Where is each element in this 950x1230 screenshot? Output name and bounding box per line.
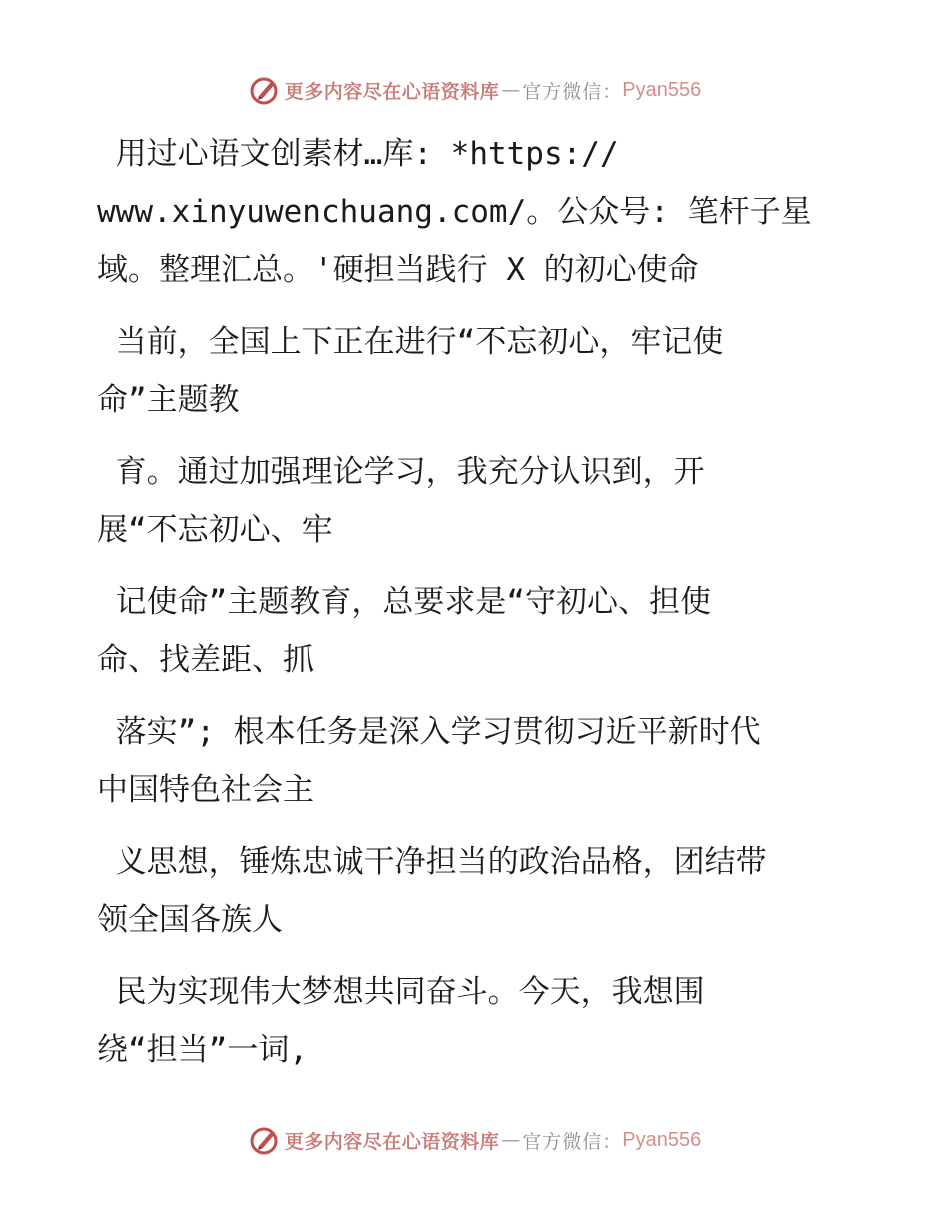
- body-line: 命、找差距、抓: [97, 642, 314, 678]
- body-line: 中国特色社会主: [97, 772, 314, 808]
- header-brand-text: 更多内容尽在心语资料库: [284, 80, 500, 103]
- body-line: 育。通过加强理论学习，我充分认识到，开: [97, 454, 705, 490]
- header-dash: —: [501, 79, 521, 101]
- body-line: 命”主题教: [97, 382, 240, 418]
- header-banner: [0, 70, 950, 110]
- logo-icon: [249, 74, 281, 106]
- header-official-label: 官方微信：: [522, 80, 623, 103]
- body-line: 领全国各族人: [97, 902, 283, 938]
- footer-official-label: 官方微信：: [522, 1130, 623, 1153]
- body-line: www.xinyuwenchuang.com/。公众号: 笔杆子星: [97, 194, 812, 230]
- footer-banner: [0, 1120, 950, 1160]
- header-wechat-id: Pyan556: [622, 78, 702, 101]
- footer-wechat-id: Pyan556: [622, 1128, 702, 1151]
- body-line: 展“不忘初心、牢: [97, 512, 333, 548]
- footer-brand-text: 更多内容尽在心语资料库: [284, 1130, 500, 1153]
- body-line: 当前，全国上下正在进行“不忘初心，牢记使: [97, 324, 724, 360]
- body-line: 绕“担当”一词,: [97, 1032, 308, 1068]
- footer-dash: —: [501, 1129, 521, 1151]
- body-line: 民为实现伟大梦想共同奋斗。今天，我想围: [97, 974, 705, 1010]
- document-body: [97, 125, 857, 1079]
- body-line: 记使命”主题教育，总要求是“守初心、担使: [97, 584, 711, 620]
- body-line: 落实”; 根本任务是深入学习贯彻习近平新时代: [97, 714, 761, 750]
- body-line: 用过心语文创素材…库: *https://: [97, 136, 619, 172]
- logo-icon: [249, 1124, 281, 1156]
- body-line: 义思想，锤炼忠诚干净担当的政治品格，团结带: [97, 844, 767, 880]
- body-line: 域。整理汇总。'硬担当践行 X 的初心使命: [97, 252, 699, 288]
